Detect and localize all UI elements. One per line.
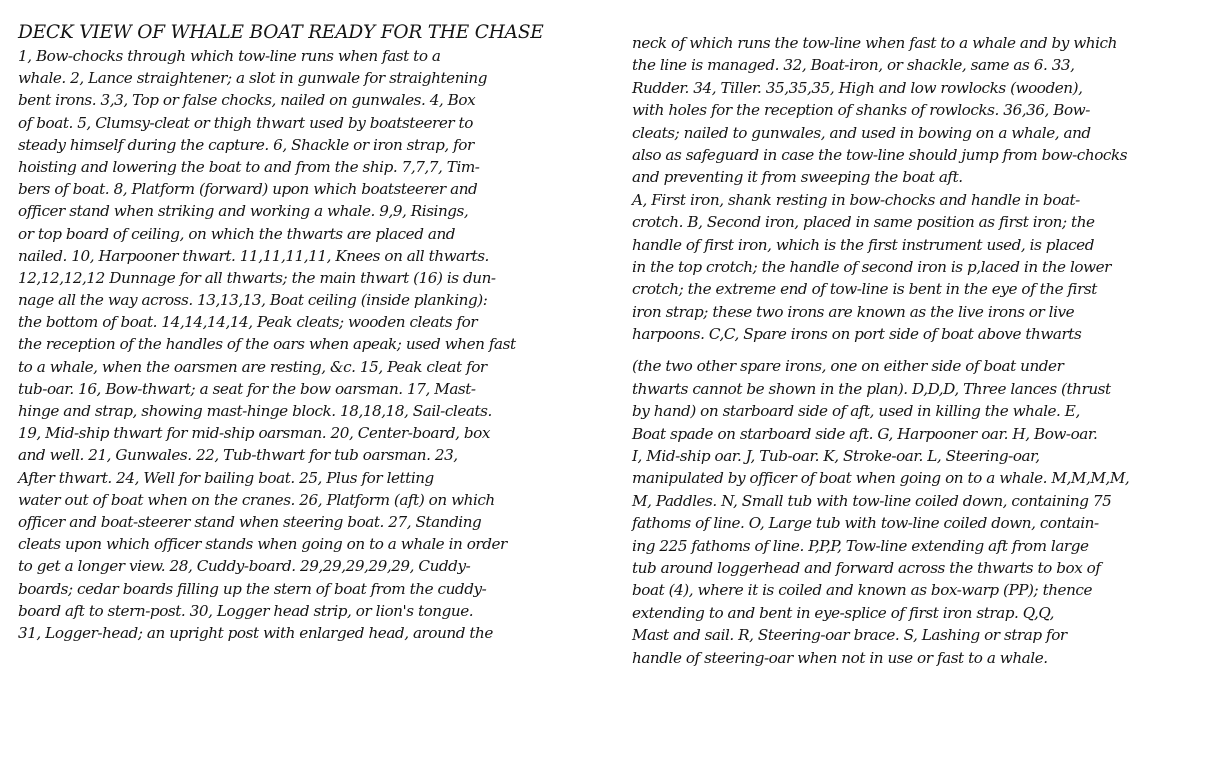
text-line: crotch. B, Second iron, placed in same position as first iron; the (632, 213, 1095, 232)
text-line: fathoms of line. O, Large tub with tow-line coiled down, contain- (632, 514, 1099, 533)
text-line: 1, Bow-chocks through which tow-line runs when fast to a (18, 47, 441, 65)
text-line: whale. 2, Lance straightener; a slot in gunwale for straightening (18, 69, 488, 88)
text-line: nage all the way across. 13,13,13, Boat ceiling (inside planking): (18, 291, 488, 310)
text-line: officer and boat-steerer stand when steering boat. 27, Standing (18, 512, 482, 531)
text-line: boat (4), where it is coiled and known as box-warp (PP); thence (632, 581, 1093, 600)
text-line: the reception of the handles of the oars when apeak; used when fast (18, 335, 516, 354)
text-line: A, First iron, shank resting in bow-chocks and handle in boat- (632, 190, 1080, 209)
text-line: the line is managed. 32, Boat-iron, or shackle, same as 6. 33, (632, 56, 1075, 75)
text-line: tub-oar. 16, Bow-thwart; a seat for the bow oarsman. 17, Mast- (18, 379, 476, 398)
text-line: with holes for the reception of shanks of rowlocks. 36,36, Bow- (632, 101, 1090, 120)
text-line: board aft to stern-post. 30, Logger head strip, or lion's tongue. (18, 601, 474, 620)
text-line: Mast and sail. R, Steering-oar brace. S, Lashing or strap for (632, 626, 1067, 645)
text-line: of boat. 5, Clumsy-cleat or thigh thwart used by boatsteerer to (18, 113, 473, 132)
text-line: cleats upon which officer stands when going on to a whale in order (18, 535, 507, 554)
text-line: by hand) on starboard side of aft, used in killing the whale. E, (632, 402, 1080, 421)
text-line: bers of boat. 8, Platform (forward) upon which boatsteerer and (18, 180, 478, 199)
text-line: manipulated by officer of boat when going on to a whale. M,M,M,M, (632, 469, 1130, 488)
text-line: ing 225 fathoms of line. P,P,P, Tow-line extending aft from large (632, 536, 1089, 555)
text-line: neck of which runs the tow-line when fast to a whale and by which (632, 34, 1117, 52)
text-line: nailed. 10, Harpooner thwart. 11,11,11,11, Knees on all thwarts. (18, 246, 489, 265)
right-column (632, 32, 1217, 669)
left-column (18, 20, 593, 644)
text-line: tub around loggerhead and forward across the thwarts to box of (632, 558, 1101, 577)
text-line: in the top crotch; the handle of second iron is p,laced in the lower (632, 257, 1111, 276)
text-line: 12,12,12,12 Dunnage for all thwarts; the main thwart (16) is dun- (18, 268, 496, 287)
text-line: bent irons. 3,3, Top or false chocks, nailed on gunwales. 4, Box (18, 91, 476, 110)
text-line: handle of first iron, which is the first instrument used, is placed (632, 235, 1094, 254)
text-line: iron strap; these two irons are known as the live irons or live (632, 302, 1075, 321)
text-line: to get a longer view. 28, Cuddy-board. 29,29,29,29,29, Cuddy- (18, 557, 471, 576)
text-line: boards; cedar boards filling up the stern of boat from the cuddy- (18, 579, 487, 598)
text-line: and well. 21, Gunwales. 22, Tub-thwart for tub oarsman. 23, (18, 446, 458, 465)
text-line: cleats; nailed to gunwales, and used in bowing on a whale, and (632, 123, 1091, 142)
text-line: the bottom of boat. 14,14,14,14, Peak cleats; wooden cleats for (18, 313, 478, 332)
text-line: crotch; the extreme end of tow-line is bent in the eye of the first (632, 280, 1097, 299)
text-line: and preventing it from sweeping the boat aft. (632, 168, 963, 187)
text-line: Rudder. 34, Tiller. 35,35,35, High and low rowlocks (wooden), (632, 78, 1083, 97)
text-line: also as safeguard in case the tow-line should jump from bow-chocks (632, 145, 1128, 164)
text-line: handle of steering-oar when not in use or fast to a whale. (632, 648, 1048, 667)
text-line: steady himself during the capture. 6, Shackle or iron strap, for (18, 135, 474, 154)
text-line: M, Paddles. N, Small tub with tow-line coiled down, containing 75 (632, 491, 1112, 510)
text-line: After thwart. 24, Well for bailing boat. 25, Plus for letting (18, 468, 434, 487)
text-line: officer stand when striking and working a whale. 9,9, Risings, (18, 202, 469, 221)
text-line: extending to and bent in eye-splice of first iron strap. Q,Q, (632, 603, 1055, 622)
text-line: or top board of ceiling, on which the thwarts are placed and (18, 224, 456, 243)
text-line: I, Mid-ship oar. J, Tub-oar. K, Stroke-oar. L, Steering-oar, (632, 447, 1040, 466)
text-line: thwarts cannot be shown in the plan). D,D,D, Three lances (thrust (632, 379, 1111, 398)
page-heading: DECK VIEW OF WHALE BOAT READY FOR THE CHASE (18, 22, 544, 43)
text-line: hoisting and lowering the boat to and from the ship. 7,7,7, Tim- (18, 157, 480, 176)
text-line: to a whale, when the oarsmen are resting, &c. 15, Peak cleat for (18, 357, 487, 376)
text-line: water out of boat when on the cranes. 26, Platform (aft) on which (18, 490, 495, 509)
text-line: (the two other spare irons, one on either side of boat under (632, 357, 1064, 376)
text-line: Boat spade on starboard side aft. G, Harpooner oar. H, Bow-oar. (632, 424, 1098, 443)
text-line: hinge and strap, showing mast-hinge block. 18,18,18, Sail-cleats. (18, 402, 492, 420)
text-line: 19, Mid-ship thwart for mid-ship oarsman. 20, Center-board, box (18, 424, 490, 443)
text-line: 31, Logger-head; an upright post with enlarged head, around the (18, 623, 493, 642)
text-line: harpoons. C,C, Spare irons on port side of boat above thwarts (632, 325, 1082, 344)
